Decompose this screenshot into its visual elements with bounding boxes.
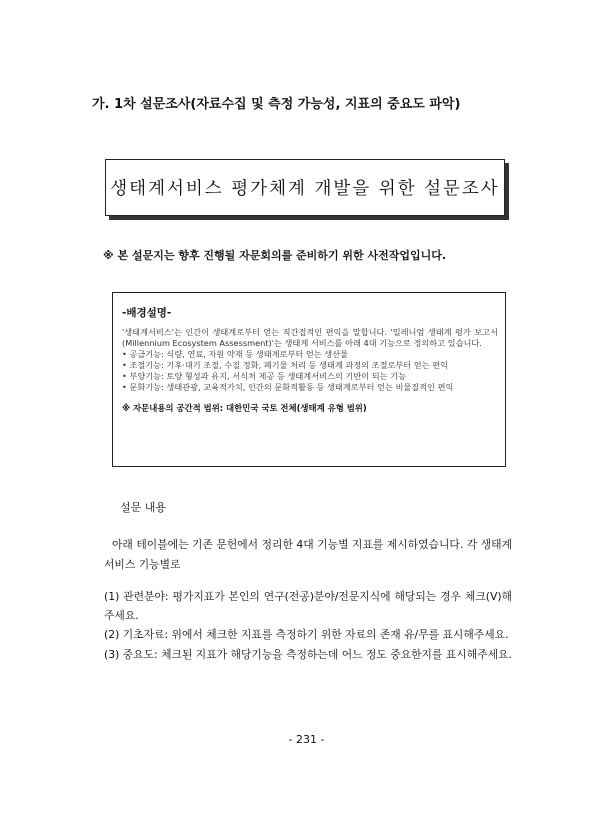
spatial-scope-note: ※ 자문내용의 공간적 범위: 대한민국 국토 전체(생태계 유형 범위) — [122, 403, 367, 414]
function-item-culture: • 문화기능: 생태관광, 교육적가치, 인간의 문화적활동 등 생태계로부터 얻는 비물질적인 편익 — [122, 381, 454, 392]
function-list — [122, 349, 498, 393]
background-box — [112, 292, 506, 467]
function-item-regulation: • 조절기능: 기후·대기 조절, 수질 정화, 폐기물 처리 등 생태계 과정의 조절로부터 얻는 편익 — [122, 359, 449, 370]
notice-text: ※ 본 설문지는 향후 진행될 자문회의를 준비하기 위한 사전작업입니다. — [103, 249, 447, 262]
instruction-list — [104, 587, 512, 664]
function-item-supply: • 공급기능: 식량, 연료, 자원 약재 등 생태계로부터 얻는 생산물 — [122, 348, 349, 359]
body-paragraph: 아래 테이블에는 기존 문헌에서 정리한 4대 기능별 지표를 제시하였습니다. 각 생태계서비스 기능별로 — [104, 538, 512, 571]
section-heading: 가. 1차 설문조사(자료수집 및 측정 가능성, 지표의 중요도 파악) — [92, 97, 461, 112]
page-number: - 231 - — [288, 733, 325, 746]
instruction-item: (2) 기초자료: 위에서 체크한 지표를 측정하기 위한 자료의 존재 유/무를 표시해주세요. — [104, 628, 509, 642]
survey-title-box: 생태계서비스 평가체계 개발을 위한 설문조사 — [105, 159, 505, 216]
instruction-item: (3) 중요도: 체크된 지표가 해당기능을 측정하는데 어느 정도 중요한지를 표시해주세요. — [104, 647, 512, 661]
instruction-item: (1) 관련분야: 평가지표가 본인의 연구(전공)분야/전문지식에 해당되는 경우 체크(V)해 주세요. — [104, 590, 512, 623]
background-title: -배경설명- — [122, 307, 172, 319]
background-intro: '생태계서비스'는 인간이 생태계로부터 얻는 직간접적인 편익을 말합니다. '밀레니엄 생태계 평가 보고서(Millennium Ecosystem Assessment)'는 생태계 서비스를 아래 4대 기능으로 정의하고 있습니다. — [122, 327, 498, 348]
function-item-support: • 부양기능: 토양 형성과 유지, 서식처 제공 등 생태계서비스의 기반이 되는 기능 — [122, 370, 407, 381]
survey-content-heading: 설문 내용 — [120, 501, 167, 514]
